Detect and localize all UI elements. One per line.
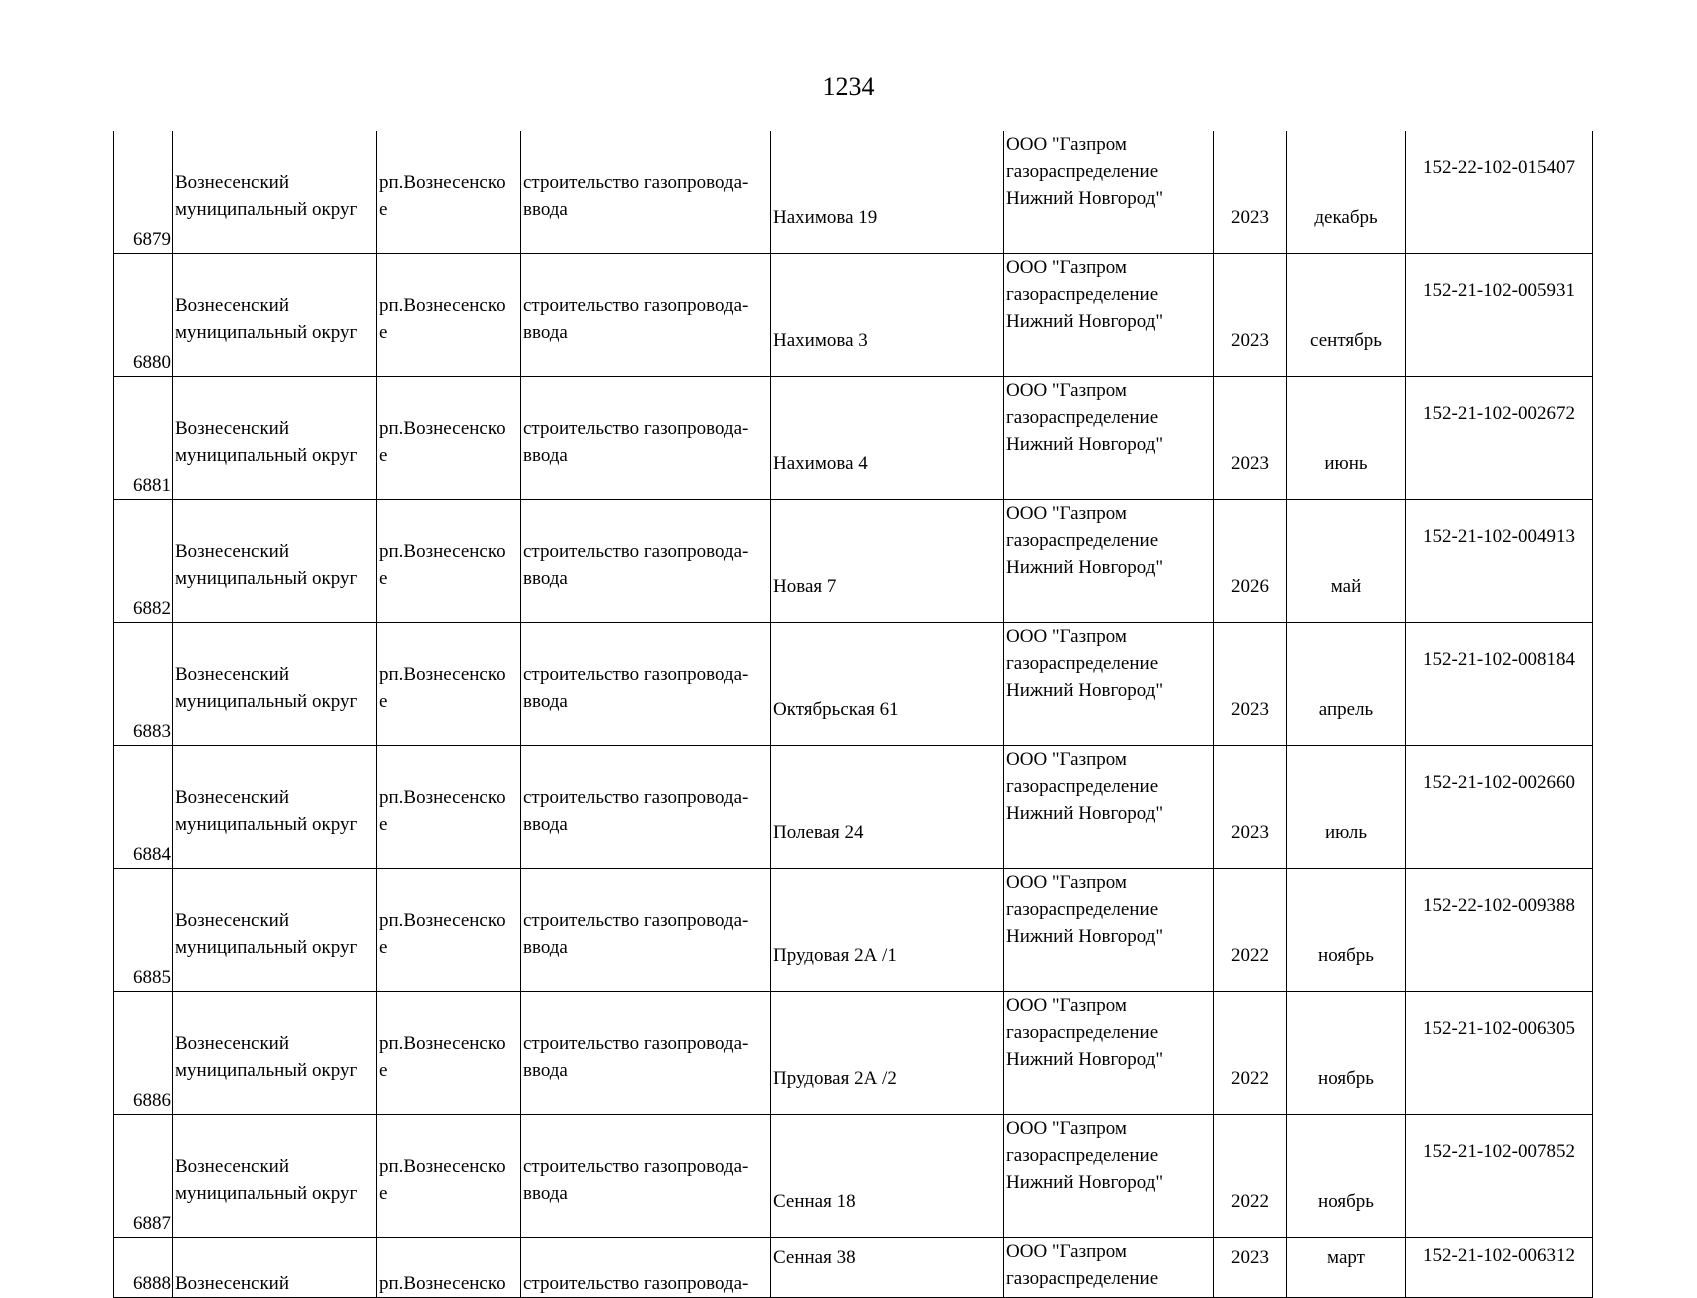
month-cell: ноябрь [1287,992,1406,1115]
work-type-cell [521,377,771,500]
settlement-line: е [379,937,388,958]
settlement-line: рп.Вознесенско [379,541,506,562]
address-cell: Нахимова 3 [771,254,1004,377]
settlement-line: рп.Вознесенско [379,664,506,685]
organization-cell [1004,746,1214,869]
district-cell [173,992,377,1115]
code-cell: 152-21-102-005931 [1406,254,1593,377]
work-type-line: строительство газопровода- [523,1033,749,1054]
code-cell: 152-21-102-008184 [1406,623,1593,746]
district-cell [173,869,377,992]
organization-line: газораспределение [1006,653,1159,674]
work-type-line: строительство газопровода- [523,664,749,685]
register-table [113,131,1593,1298]
page-number: 1234 [822,72,875,101]
work-type-line: ввода [523,814,568,835]
organization-line: Нижний Новгород" [1006,311,1164,332]
year-cell: 2023 [1214,746,1287,869]
work-type-line: ввода [523,199,568,220]
row-number-cell: 6883 [114,623,173,746]
settlement-line: е [379,1183,388,1204]
row-number-cell: 6881 [114,377,173,500]
work-type-cell [521,254,771,377]
year-cell: 2022 [1214,1115,1287,1238]
year-cell: 2023 [1214,377,1287,500]
settlement-cell [377,1115,521,1238]
settlement-line: рп.Вознесенско [379,1033,506,1054]
table-row [114,131,1593,254]
district-line: муниципальный округ [175,568,358,589]
row-number-cell: 6884 [114,746,173,869]
work-type-line: строительство газопровода- [523,910,749,931]
settlement-cell [377,500,521,623]
settlement-line: е [379,445,388,466]
work-type-line: строительство газопровода- [523,787,749,808]
row-number-cell: 6886 [114,992,173,1115]
month-cell: июль [1287,746,1406,869]
address-cell: Сенная 18 [771,1115,1004,1238]
organization-cell [1004,500,1214,623]
work-type-line: ввода [523,691,568,712]
organization-line: ООО "Газпром [1006,749,1127,770]
settlement-cell [377,869,521,992]
work-type-cell [521,500,771,623]
district-cell [173,623,377,746]
district-cell [173,500,377,623]
table-body [114,131,1593,1298]
row-number-cell: 6880 [114,254,173,377]
district-cell [173,254,377,377]
organization-line: газораспределение [1006,776,1159,797]
month-cell: ноябрь [1287,869,1406,992]
district-cell [173,131,377,254]
code-cell: 152-21-102-002660 [1406,746,1593,869]
district-line: Вознесенский [175,910,290,931]
month-cell: май [1287,500,1406,623]
settlement-line: рп.Вознесенско [379,1156,506,1177]
code-cell: 152-22-102-015407 [1406,131,1593,254]
organization-cell [1004,1115,1214,1238]
settlement-cell [377,254,521,377]
address-cell: Нахимова 19 [771,131,1004,254]
work-type-line: ввода [523,1183,568,1204]
month-cell: март [1287,1238,1406,1298]
work-type-line: ввода [523,322,568,343]
organization-line: Нижний Новгород" [1006,557,1164,578]
settlement-line: рп.Вознесенско [379,910,506,931]
month-cell: апрель [1287,623,1406,746]
work-type-line: строительство газопровода- [523,172,749,193]
organization-cell [1004,992,1214,1115]
district-line: Вознесенский [175,172,290,193]
district-line: Вознесенский [175,541,290,562]
settlement-line: е [379,322,388,343]
work-type-cell [521,992,771,1115]
address-cell: Сенная 38 [771,1238,1004,1298]
settlement-line: рп.Вознесенско [379,172,506,193]
organization-line: газораспределение [1006,1022,1159,1043]
table-row [114,1238,1593,1298]
district-cell [173,746,377,869]
year-cell: 2023 [1214,623,1287,746]
organization-cell [1004,1238,1214,1298]
settlement-line: е [379,568,388,589]
district-line: Вознесенский [175,1273,290,1294]
work-type-cell [521,131,771,254]
district-line: муниципальный округ [175,691,358,712]
organization-line: ООО "Газпром [1006,1118,1127,1139]
row-number-cell: 6882 [114,500,173,623]
row-number-cell: 6888 [114,1238,173,1298]
organization-cell [1004,131,1214,254]
work-type-line: строительство газопровода- [523,541,749,562]
organization-line: Нижний Новгород" [1006,803,1164,824]
organization-line: ООО "Газпром [1006,995,1127,1016]
table-row [114,623,1593,746]
work-type-line: ввода [523,1060,568,1081]
organization-line: ООО "Газпром [1006,872,1127,893]
organization-line: газораспределение [1006,1268,1159,1289]
year-cell: 2023 [1214,254,1287,377]
organization-line: газораспределение [1006,1145,1159,1166]
work-type-line: строительство газопровода- [523,1273,749,1294]
district-cell [173,1238,377,1298]
settlement-line: е [379,199,388,220]
year-cell: 2026 [1214,500,1287,623]
table-row [114,1115,1593,1238]
district-cell [173,377,377,500]
settlement-line: е [379,1060,388,1081]
organization-line: Нижний Новгород" [1006,1172,1164,1193]
organization-line: газораспределение [1006,899,1159,920]
work-type-line: строительство газопровода- [523,1156,749,1177]
organization-cell [1004,869,1214,992]
district-line: муниципальный округ [175,937,358,958]
district-line: муниципальный округ [175,445,358,466]
work-type-line: ввода [523,568,568,589]
table-row [114,254,1593,377]
district-line: Вознесенский [175,664,290,685]
address-cell: Полевая 24 [771,746,1004,869]
month-cell: сентябрь [1287,254,1406,377]
settlement-line: е [379,814,388,835]
organization-line: Нижний Новгород" [1006,1049,1164,1070]
organization-line: ООО "Газпром [1006,380,1127,401]
code-cell: 152-21-102-006312 [1406,1238,1593,1298]
code-cell: 152-21-102-004913 [1406,500,1593,623]
organization-line: газораспределение [1006,284,1159,305]
work-type-line: ввода [523,445,568,466]
settlement-cell [377,1238,521,1298]
work-type-line: строительство газопровода- [523,418,749,439]
settlement-line: е [379,691,388,712]
organization-line: ООО "Газпром [1006,626,1127,647]
settlement-cell [377,623,521,746]
district-line: Вознесенский [175,1156,290,1177]
settlement-cell [377,377,521,500]
work-type-line: ввода [523,937,568,958]
organization-cell [1004,377,1214,500]
year-cell: 2022 [1214,992,1287,1115]
settlement-cell [377,992,521,1115]
address-cell: Октябрьская 61 [771,623,1004,746]
organization-line: Нижний Новгород" [1006,680,1164,701]
table-row [114,746,1593,869]
table-row [114,377,1593,500]
table-row [114,500,1593,623]
work-type-cell [521,623,771,746]
district-cell [173,1115,377,1238]
work-type-cell [521,1238,771,1298]
code-cell: 152-22-102-009388 [1406,869,1593,992]
work-type-cell [521,869,771,992]
address-cell: Прудовая 2А /2 [771,992,1004,1115]
organization-line: ООО "Газпром [1006,503,1127,524]
settlement-line: рп.Вознесенско [379,787,506,808]
year-cell: 2023 [1214,131,1287,254]
organization-line: ООО "Газпром [1006,257,1127,278]
district-line: Вознесенский [175,418,290,439]
organization-line: Нижний Новгород" [1006,926,1164,947]
organization-line: ООО "Газпром [1006,1241,1127,1262]
organization-line: газораспределение [1006,407,1159,428]
year-cell: 2023 [1214,1238,1287,1298]
district-line: муниципальный округ [175,814,358,835]
month-cell: июнь [1287,377,1406,500]
district-line: Вознесенский [175,787,290,808]
row-number-cell: 6879 [114,131,173,254]
organization-line: Нижний Новгород" [1006,434,1164,455]
settlement-line: рп.Вознесенско [379,295,506,316]
table-row [114,869,1593,992]
organization-line: ООО "Газпром [1006,134,1127,155]
organization-line: газораспределение [1006,530,1159,551]
row-number-cell: 6887 [114,1115,173,1238]
address-cell: Прудовая 2А /1 [771,869,1004,992]
year-cell: 2022 [1214,869,1287,992]
district-line: Вознесенский [175,1033,290,1054]
work-type-cell [521,1115,771,1238]
code-cell: 152-21-102-007852 [1406,1115,1593,1238]
address-cell: Нахимова 4 [771,377,1004,500]
work-type-cell [521,746,771,869]
month-cell: декабрь [1287,131,1406,254]
settlement-cell [377,746,521,869]
district-line: муниципальный округ [175,199,358,220]
row-number-cell: 6885 [114,869,173,992]
organization-line: Нижний Новгород" [1006,188,1164,209]
district-line: муниципальный округ [175,1060,358,1081]
district-line: Вознесенский [175,295,290,316]
settlement-cell [377,131,521,254]
settlement-line: рп.Вознесенско [379,1273,506,1294]
district-line: муниципальный округ [175,322,358,343]
month-cell: ноябрь [1287,1115,1406,1238]
organization-cell [1004,254,1214,377]
table-row [114,992,1593,1115]
code-cell: 152-21-102-006305 [1406,992,1593,1115]
settlement-line: рп.Вознесенско [379,418,506,439]
code-cell: 152-21-102-002672 [1406,377,1593,500]
work-type-line: строительство газопровода- [523,295,749,316]
address-cell: Новая 7 [771,500,1004,623]
organization-cell [1004,623,1214,746]
district-line: муниципальный округ [175,1183,358,1204]
organization-line: газораспределение [1006,161,1159,182]
